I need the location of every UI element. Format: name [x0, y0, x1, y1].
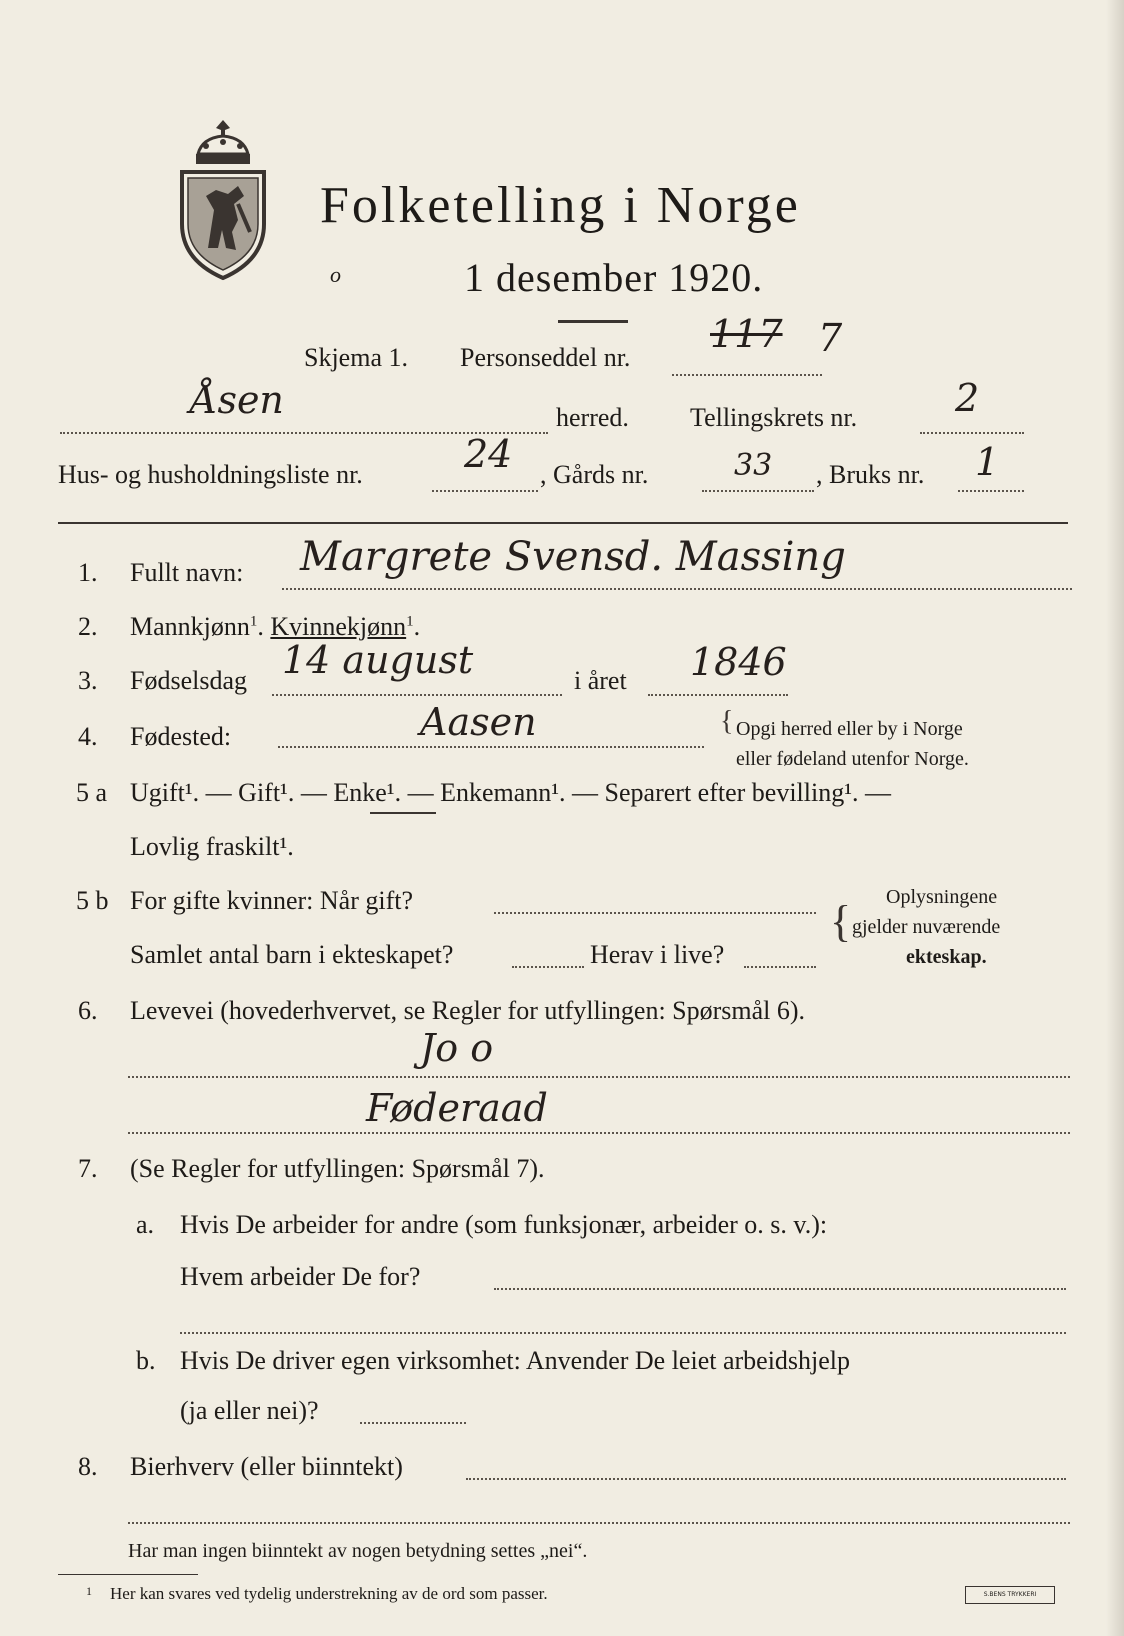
page-title: Folketelling i Norge — [320, 177, 801, 234]
printer-stamp: S.BENS TRYKKERI — [965, 1586, 1055, 1604]
bruks-value: 1 — [975, 440, 1000, 484]
q4-note-line-1: Opgi herred eller by i Norge — [736, 718, 963, 740]
q4-number: 4. — [78, 722, 98, 751]
personseddel-struck-value: 117 — [710, 312, 783, 356]
q7b-sub-label: (ja eller nei)? — [180, 1396, 319, 1425]
hus-label: Hus- og husholdningsliste nr. — [58, 460, 363, 489]
census-date: 1 desember 1920. — [464, 255, 764, 300]
q4-note-line-2: eller fødeland utenfor Norge. — [736, 748, 969, 770]
q5b-when-line — [494, 912, 816, 914]
q4-value: Aasen — [420, 700, 537, 744]
q7b-line — [360, 1422, 466, 1424]
q1-line — [282, 588, 1072, 590]
q5a-enke-underline — [370, 812, 436, 814]
q7a-line-2 — [180, 1332, 1066, 1334]
q5b-note-line-1: Oplysningene — [886, 886, 998, 908]
q4-note-brace: { — [720, 706, 734, 737]
footnote-divider — [58, 1574, 198, 1575]
gards-value: 33 — [734, 448, 773, 483]
q3-line — [272, 694, 562, 696]
tellingskrets-value: 2 — [955, 376, 980, 420]
q4-label: Fødested: — [130, 722, 232, 751]
footnote-text: Her kan svares ved tydelig understrekning av de ord som passer. — [110, 1584, 548, 1603]
q3-year-label: i året — [574, 666, 627, 695]
gards-label: , Gårds nr. — [540, 460, 649, 489]
q7b-letter: b. — [136, 1346, 156, 1375]
personseddel-label: Personseddel nr. — [460, 343, 631, 372]
schema-label: Skjema 1. — [304, 343, 408, 372]
q2-options: Mannkjønn$^1$. Kvinnekjønn$^1$. — [130, 612, 421, 641]
q6-value-2: Føderaad — [366, 1086, 548, 1130]
bruks-label: , Bruks nr. — [816, 460, 925, 489]
q5b-note-line-2: gjelder nuværende — [852, 916, 1001, 938]
q7a-letter: a. — [136, 1210, 155, 1239]
q6-value-1: Jo o — [420, 1026, 494, 1070]
q5b-children-line — [512, 966, 584, 968]
q3-value: 14 august — [282, 638, 474, 682]
gards-line — [702, 490, 814, 492]
coat-of-arms-icon — [178, 120, 268, 282]
q2-male-option: Mannkjønn — [130, 612, 250, 641]
hus-value: 24 — [464, 432, 513, 476]
q5b-alive-line — [744, 966, 816, 968]
q5b-children-label: Samlet antal barn i ekteskapet? — [130, 940, 454, 969]
header-divider — [58, 522, 1068, 524]
q3-year-line — [648, 694, 788, 696]
q7-number: 7. — [78, 1154, 98, 1183]
q3-label: Fødselsdag — [130, 666, 247, 695]
footnote-mark: 1 — [86, 1584, 92, 1598]
q5a-number: 5 a — [76, 778, 108, 807]
bruks-line — [958, 490, 1024, 492]
q8-line-1 — [466, 1478, 1066, 1480]
q7a-label: Hvis De arbeider for andre (som funksjonær, arbeider o. s. v.): — [180, 1210, 828, 1239]
q7-label: (Se Regler for utfyllingen: Spørsmål 7). — [130, 1154, 545, 1183]
q2-female-option: Kvinnekjønn — [270, 612, 407, 641]
q3-year-value: 1846 — [690, 640, 787, 684]
q5a-line-1: Ugift¹. — Gift¹. — Enke¹. — Enkemann¹. — Separert efter bevilling¹. — — [130, 778, 892, 807]
q7a-sub-label: Hvem arbeider De for? — [180, 1262, 421, 1291]
q1-value: Margrete Svensd. Massing — [300, 534, 846, 580]
q8-line-2 — [128, 1522, 1070, 1524]
q5b-number: 5 b — [76, 886, 109, 915]
q7a-line-1 — [494, 1288, 1066, 1290]
hus-line — [432, 490, 538, 492]
q1-number: 1. — [78, 558, 98, 587]
q5b-note-line-3: ekteskap. — [906, 946, 987, 968]
q8-note: Har man ingen biinntekt av nogen betydning settes „nei“. — [128, 1540, 588, 1562]
tellingskrets-line — [920, 432, 1024, 434]
q6-number: 6. — [78, 996, 98, 1025]
q8-label: Bierhverv (eller biinntekt) — [130, 1452, 403, 1481]
personseddel-value: 7 — [818, 316, 843, 360]
herred-value: Åsen — [190, 378, 284, 422]
q6-line-2 — [128, 1132, 1070, 1134]
q1-label: Fullt navn: — [130, 558, 244, 587]
title-underline — [558, 320, 628, 323]
q2-number: 2. — [78, 612, 98, 641]
q3-number: 3. — [78, 666, 98, 695]
q6-label: Levevei (hovederhvervet, se Regler for utfyllingen: Spørsmål 6). — [130, 996, 806, 1025]
q7b-label: Hvis De driver egen virksomhet: Anvender De leiet arbeidshjelp — [180, 1346, 851, 1375]
page-edge-shadow — [1106, 0, 1124, 1636]
q5a-line-2: Lovlig fraskilt¹. — [130, 832, 294, 861]
stray-mark: o — [330, 262, 341, 287]
personseddel-line — [672, 374, 822, 376]
q4-line — [278, 746, 704, 748]
q8-number: 8. — [78, 1452, 98, 1481]
q5b-note-brace: { — [830, 897, 852, 946]
tellingskrets-label: Tellingskrets nr. — [690, 403, 858, 432]
q5b-label: For gifte kvinner: Når gift? — [130, 886, 414, 915]
herred-label: herred. — [556, 403, 629, 432]
q6-line-1 — [128, 1076, 1070, 1078]
q5b-alive-label: Herav i live? — [590, 940, 725, 969]
